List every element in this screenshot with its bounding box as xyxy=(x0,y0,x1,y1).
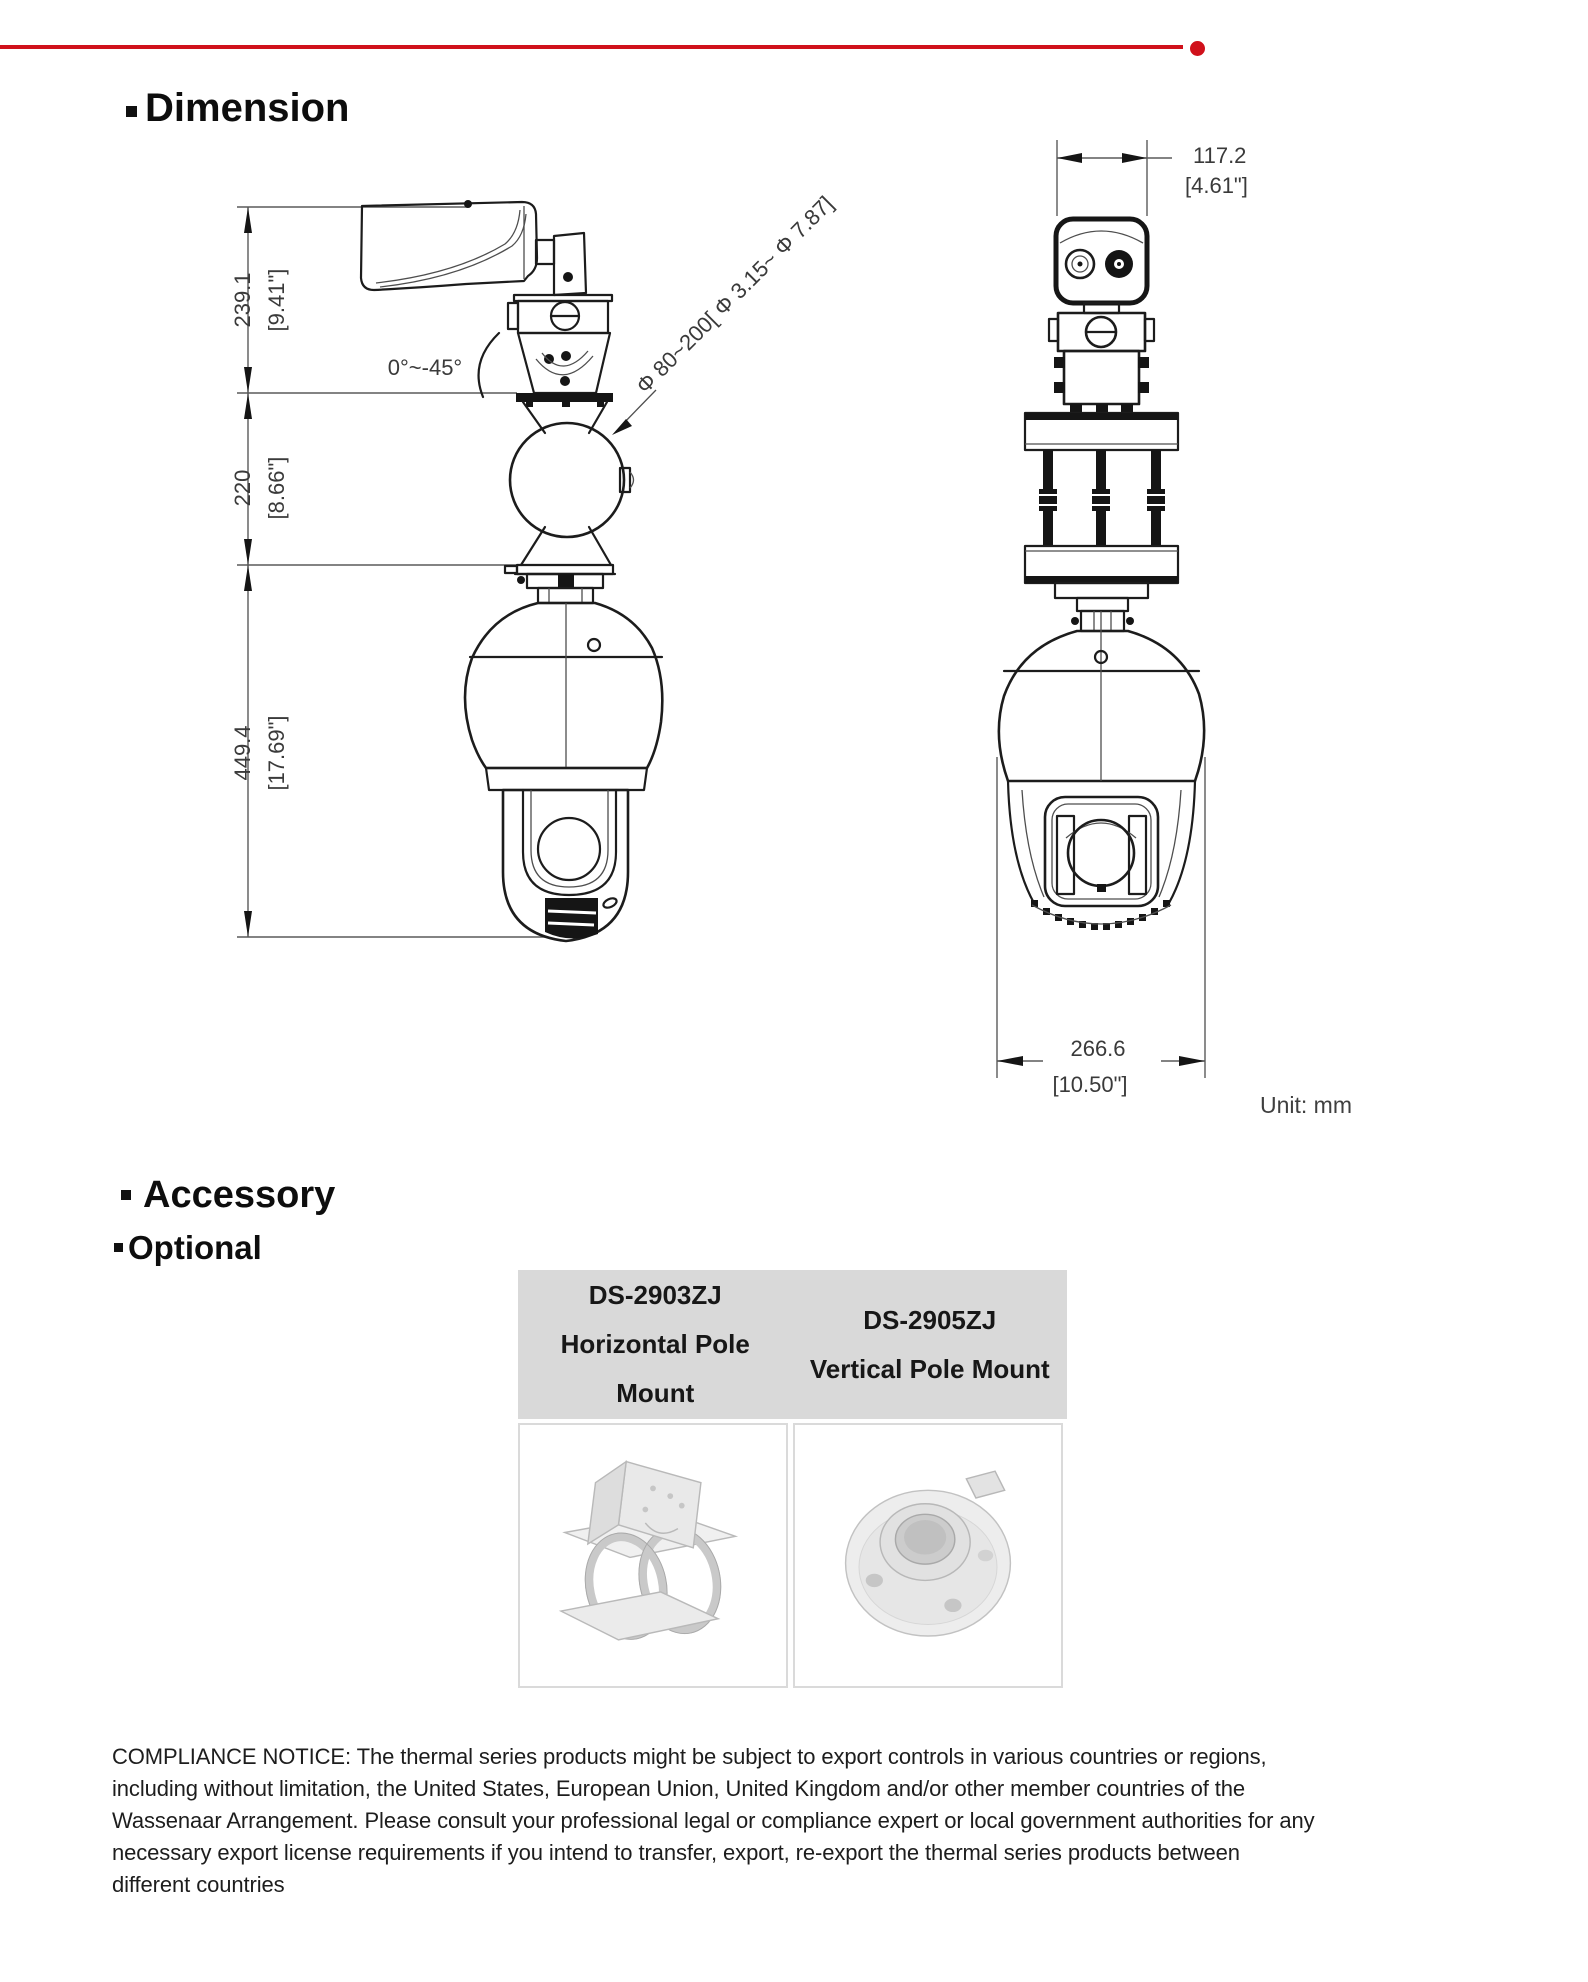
accessory-header-horizontal-pole-mount xyxy=(518,1270,793,1419)
compliance-line: different countries xyxy=(112,1872,285,1897)
front-view-drawing xyxy=(997,140,1248,1097)
accent-rule xyxy=(0,45,1183,49)
accessory-cell-vertical-pole-mount xyxy=(793,1423,1063,1688)
accessory-table-header xyxy=(518,1270,1067,1419)
compliance-line: including without limitation, the United States, European Union, United Kingdom and/or other member countries of the xyxy=(112,1776,1246,1801)
side-dim-top-mm: 239.1 xyxy=(230,272,255,328)
accessory-cell-horizontal-pole-mount xyxy=(518,1423,788,1688)
square-bullet-icon xyxy=(121,1190,131,1200)
dimension-heading xyxy=(126,88,349,128)
accessory-name-line: Mount xyxy=(616,1378,695,1408)
square-bullet-icon xyxy=(126,106,137,117)
front-dim-bottom-in: [10.50"] xyxy=(1052,1072,1128,1097)
front-dim-bottom-mm: 266.6 xyxy=(1070,1036,1126,1061)
unit-label: Unit: mm xyxy=(1260,1092,1352,1118)
front-dim-top-mm: 117.2 xyxy=(1193,143,1247,168)
side-dim-top-in: [9.41"] xyxy=(264,268,289,332)
optional-heading xyxy=(114,1231,262,1264)
dimension-drawing xyxy=(0,130,1460,1130)
compliance-notice xyxy=(112,1741,1412,1901)
accessory-heading-label: Accessory xyxy=(143,1174,336,1216)
optional-heading-label: Optional xyxy=(128,1229,262,1266)
accessory-name-line: Horizontal Pole xyxy=(560,1329,750,1359)
accent-dot-icon xyxy=(1190,41,1205,56)
accessory-model: DS-2905ZJ xyxy=(863,1304,997,1335)
front-dim-top-in: [4.61"] xyxy=(1185,173,1248,198)
accessory-header-vertical-pole-mount xyxy=(793,1270,1068,1419)
side-dim-bottom-mm: 449.4 xyxy=(230,725,255,781)
accessory-name-line: Vertical Pole Mount xyxy=(809,1353,1050,1384)
side-dim-bottom-in: [17.69"] xyxy=(264,715,289,791)
compliance-line: Wassenaar Arrangement. Please consult your professional legal or compliance expert or local government authorities for any xyxy=(112,1808,1315,1833)
vertical-pole-mount-image xyxy=(813,1438,1043,1673)
side-dim-mid-in: [8.66"] xyxy=(264,456,289,520)
compliance-line: necessary export license requirements if you intend to transfer, export, re-export the thermal series products between xyxy=(112,1840,1240,1865)
horizontal-pole-mount-image xyxy=(538,1438,768,1673)
accessory-table-body xyxy=(518,1423,1067,1688)
pole-mount-rods xyxy=(1039,450,1165,546)
side-view-drawing xyxy=(230,191,838,941)
tilt-angle-label: 0°~-45° xyxy=(387,355,463,380)
dimension-heading-label: Dimension xyxy=(145,86,350,130)
accessory-model: DS-2903ZJ xyxy=(588,1280,722,1310)
compliance-line: COMPLIANCE NOTICE: The thermal series products might be subject to export controls in various countries or regions, xyxy=(112,1744,1267,1769)
accessory-table xyxy=(518,1270,1067,1688)
accessory-heading xyxy=(121,1176,335,1214)
square-bullet-icon xyxy=(114,1243,123,1252)
side-dim-mid-mm: 220 xyxy=(230,469,255,507)
pole-diameter-label: Φ 80~200[ Φ 3.15~ Φ 7.87] xyxy=(631,191,839,399)
